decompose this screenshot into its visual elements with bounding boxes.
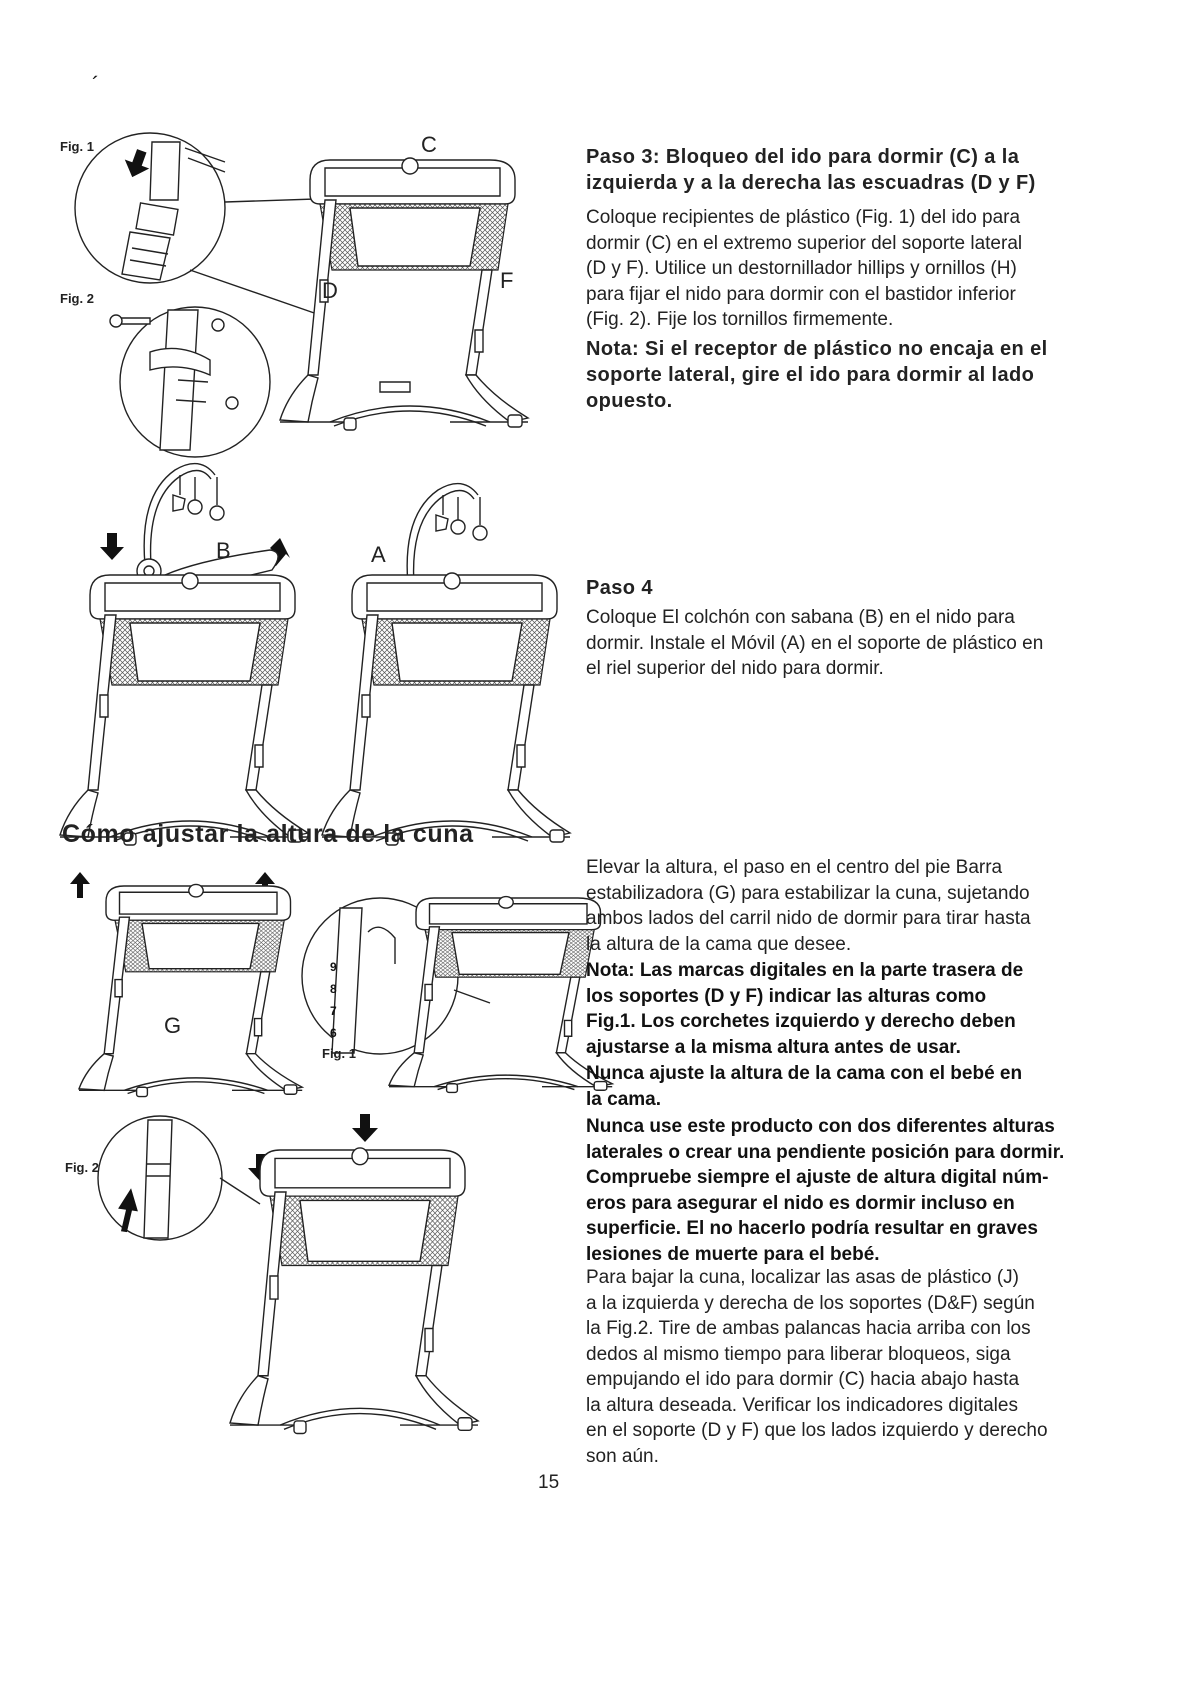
step4-title: Paso 4 <box>586 577 653 599</box>
label-d: D <box>322 278 338 303</box>
fig1-mid-label: Fig. 1 <box>322 1046 356 1061</box>
fig2-bottom-label: Fig. 2 <box>65 1160 99 1175</box>
height-drawing-top <box>50 868 570 1088</box>
height-mark: 9 <box>330 960 337 974</box>
section-warning1: Nunca ajuste la altura de la cama con el bebé en la cama. <box>586 1063 1023 1110</box>
label-f: F <box>500 268 514 293</box>
height-mark: 6 <box>330 1026 337 1040</box>
step4-drawing <box>40 440 580 780</box>
fig1-top-label: Fig. 1 <box>60 139 94 154</box>
section-warning2: Nunca use este producto con dos diferentes alturas laterales o crear una pendiente posición para dormir. Compruebe siempre el ajuste de altura digital núm- eros para asegurar el nido es dormir incluso en superficie. El no hacerlo podría resultar en graves lesiones de muerte para el bebé. <box>586 1116 1065 1265</box>
step3-note: Nota: Si el receptor de plástico no encaja en el soporte lateral, gire el ido para dormir al lado opuesto. <box>586 338 1048 412</box>
step4-illustration <box>40 440 580 780</box>
label-a: A <box>371 542 386 567</box>
section-para1: Elevar la altura, el paso en el centro del pie Barra estabilizadora (G) para estabilizar la cuna, sujetando ambos lados del carril nido de dormir para tirar hasta la altura de la cama que desee. <box>586 857 1031 955</box>
header-mark: ´ <box>92 72 100 97</box>
fig2-top-label: Fig. 2 <box>60 291 94 306</box>
step3-title: Paso 3: Bloqueo del ido para dormir (C) a la izquierda y a la derecha las escuadras (D y F) <box>586 146 1036 194</box>
page-number: 15 <box>538 1472 560 1493</box>
height-mark: 7 <box>330 1004 337 1018</box>
step3-body: Coloque recipientes de plástico (Fig. 1) del ido para dormir (C) en el extremo superior del soporte lateral (D y F). Utilice un destornillador hillips y ornillos (H) para fijar el nido para dormir con el bastidor inferior (Fig. 2). Fije los tornillos firmemente. <box>586 207 1023 330</box>
height-drawing-bottom <box>60 1110 460 1430</box>
section-note1: Nota: Las marcas digitales en la parte trasera de los soportes (D y F) indicar las alturas como Fig.1. Los corchetes izquierdo y derecho deben ajustarse a la misma altura antes de usar. <box>586 960 1024 1058</box>
label-g: G <box>164 1013 182 1038</box>
height-mark: 8 <box>330 982 337 996</box>
label-c: C <box>421 132 437 157</box>
height-illustration-top <box>50 868 570 1088</box>
section-para2: Para bajar la cuna, localizar las asas de plástico (J) a la izquierda y derecha de los soportes (D&F) según la Fig.2. Tire de ambas palancas hacia arriba con los dedos al mismo tiempo para liberar bloqueos, siga empujando el ido para dormir (C) hacia abajo hasta la altura deseada. Verificar los indicadores digitales en el soporte (D y F) que los lados izquierdo y derecho son aún. <box>586 1267 1048 1467</box>
label-b: B <box>216 538 231 563</box>
step4-body: Coloque El colchón con sabana (B) en el nido para dormir. Instale el Móvil (A) en el soporte de plástico en el riel superior del nido para dormir. <box>586 607 1044 679</box>
height-illustration-bottom <box>60 1110 460 1430</box>
section-title: Cómo ajustar la altura de la cuna <box>62 820 474 848</box>
